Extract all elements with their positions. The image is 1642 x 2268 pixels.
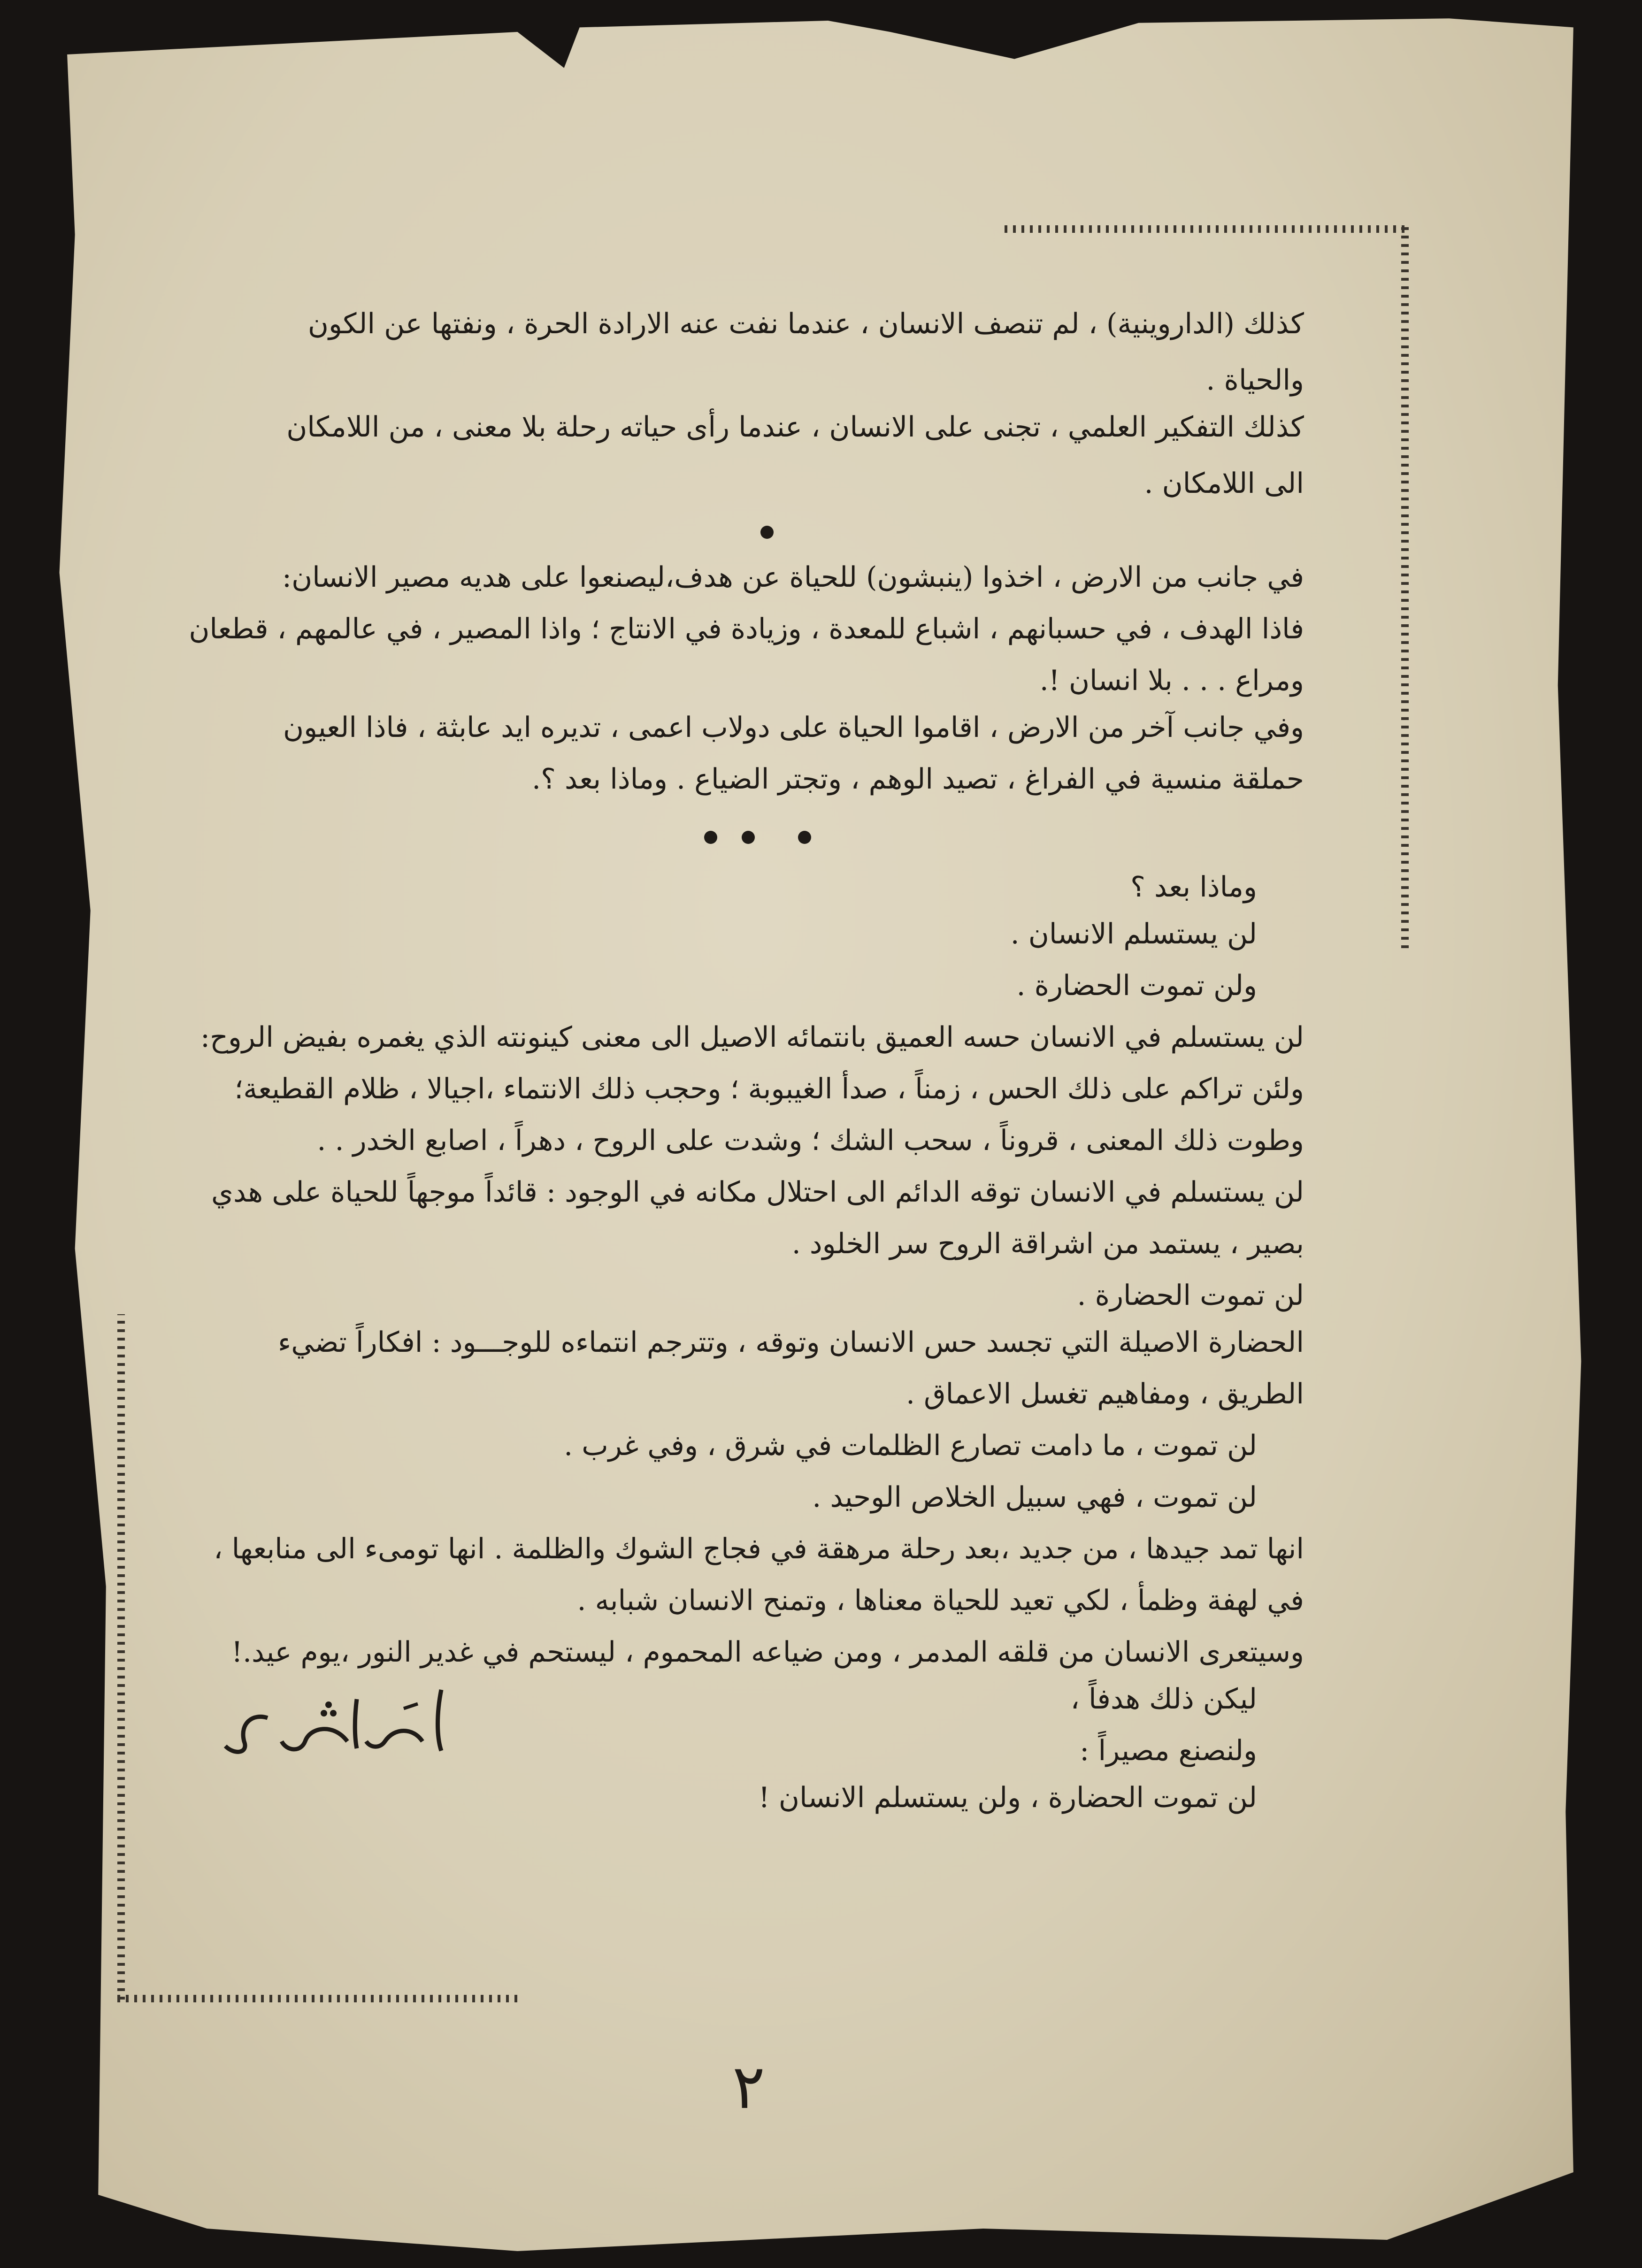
text-line: لن تموت ، ما دامت تصارع الظلمات في شرق ، وفي غرب . — [564, 1429, 1257, 1462]
text-line: الى اللامكان . — [1144, 467, 1304, 500]
text-line: ولنصنع مصيراً : — [1080, 1734, 1257, 1767]
frame-left-border — [117, 1314, 125, 2000]
frame-bottom-border — [117, 1995, 521, 2002]
text-line: انها تمد جيدها ، من جديد ،بعد رحلة مرهقة في فجاج الشوك والظلمة . انها تومىء الى منابعها ، — [214, 1532, 1304, 1565]
text-line: بصير ، يستمد من اشراقة الروح سر الخلود . — [791, 1227, 1304, 1260]
text-line: وطوت ذلك المعنى ، قروناً ، سحب الشك ؛ وشدت على الروح ، دهراً ، اصابع الخدر . . — [317, 1124, 1304, 1157]
text-line: والحياة . — [1206, 364, 1304, 397]
text-line: لن تموت الحضارة . — [1077, 1279, 1304, 1312]
text-line: في جانب من الارض ، اخذوا (ينبشون) للحياة عن هدف،ليصنعوا على هديه مصير الانسان: — [282, 561, 1304, 594]
signature-image — [216, 1671, 460, 1765]
text-line: لن يستسلم في الانسان حسه العميق بانتمائه الاصيل الى معنى كينونته الذي يغمره بفيض الروح: — [200, 1021, 1304, 1054]
text-line: في لهفة وظمأ ، لكي تعيد للحياة معناها ، وتمنح الانسان شبابه . — [577, 1584, 1304, 1617]
text-line: وماذا بعد ؟ — [1130, 871, 1257, 904]
frame-top-border — [1005, 225, 1408, 233]
text-line: حملقة منسية في الفراغ ، تصيد الوهم ، وتجتر الضياع . وماذا بعد ؟. — [532, 763, 1304, 796]
text-line: كذلك التفكير العلمي ، تجنى على الانسان ، عندما رأى حياته رحلة بلا معنى ، من اللامكان — [286, 411, 1304, 444]
page-number: ٢ — [732, 2051, 765, 2122]
text-line: ولئن تراكم على ذلك الحس ، زمناً ، صدأ الغيبوبة ؛ وحجب ذلك الانتماء ،اجيالا ، ظلام القطيعة؛ — [234, 1073, 1304, 1105]
text-line: لن تموت ، فهي سبيل الخلاص الوحيد . — [812, 1481, 1257, 1514]
text-line: وفي جانب آخر من الارض ، اقاموا الحياة على دولاب اعمى ، تديره ايد عابثة ، فاذا العيون — [283, 711, 1304, 744]
section-separator-dot — [742, 831, 755, 844]
section-separator-dot — [798, 831, 811, 844]
text-line: الحضارة الاصيلة التي تجسد حس الانسان وتوقه ، وتترجم انتماءه للوجـــود : افكاراً تضيء — [277, 1326, 1304, 1359]
text-line: كذلك (الداروينية) ، لم تنصف الانسان ، عندما نفت عنه الارادة الحرة ، ونفتها عن الكون — [307, 307, 1304, 340]
text-line: لن يستسلم في الانسان توقه الدائم الى احتلال مكانه في الوجود : قائداً موجهاً للحياة على هدي — [211, 1176, 1304, 1209]
section-separator-dot — [704, 831, 717, 844]
text-line: ليكن ذلك هدفاً ، — [1070, 1683, 1257, 1716]
text-line: لن يستسلم الانسان . — [1010, 918, 1257, 950]
frame-right-border — [1401, 225, 1409, 948]
text-line: وسيتعرى الانسان من قلقه المدمر ، ومن ضياعه المحموم ، ليستحم في غدير النور ،يوم عيد.! — [231, 1636, 1304, 1669]
text-line: فاذا الهدف ، في حسبانهم ، اشباع للمعدة ، وزيادة في الانتاج ؛ واذا المصير ، في عالمهم ، قطعان — [189, 613, 1304, 645]
text-line: لن تموت الحضارة ، ولن يستسلم الانسان ! — [758, 1781, 1257, 1814]
section-separator-dot — [760, 526, 774, 539]
text-line: الطريق ، ومفاهيم تغسل الاعماق . — [905, 1378, 1304, 1410]
text-line: ولن تموت الحضارة . — [1016, 969, 1257, 1002]
text-line: ومراع . . . بلا انسان !. — [1039, 664, 1304, 697]
